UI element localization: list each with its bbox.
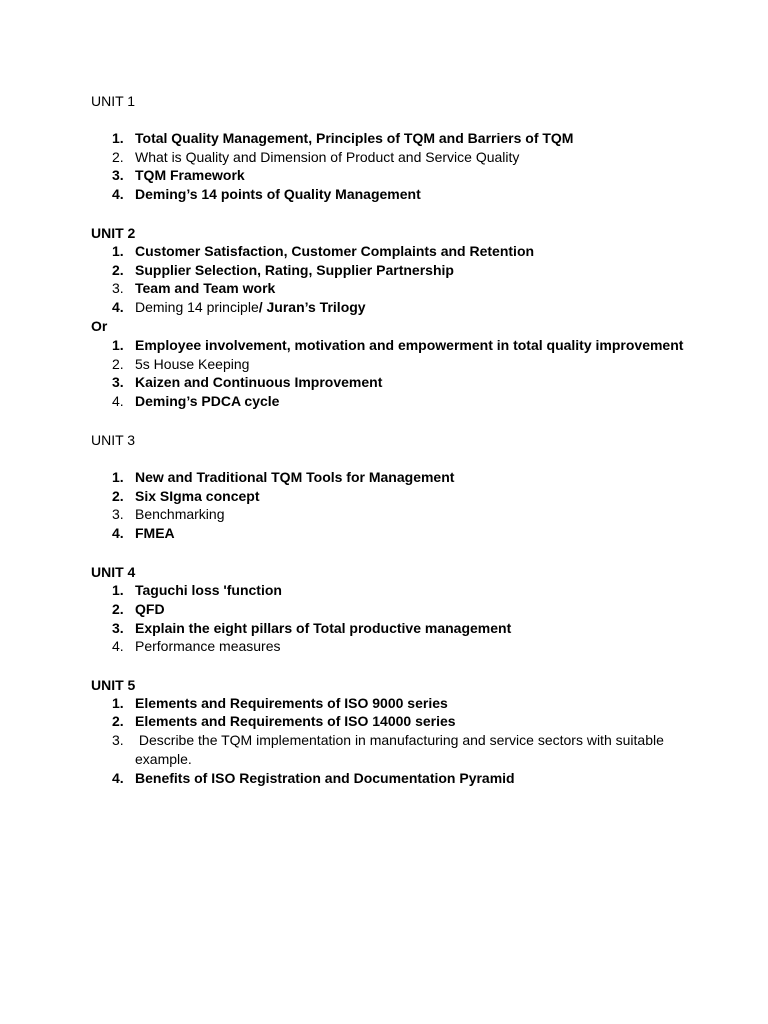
list-number: 4. <box>112 770 124 786</box>
list-item-text: Customer Satisfaction, Customer Complaints and Retention <box>135 243 535 259</box>
list-item-text: Taguchi loss 'function <box>135 582 282 598</box>
list-number: 3. <box>112 732 124 748</box>
list-item-text: Six SIgma concept <box>135 488 260 504</box>
unit-2-item-1 <box>112 242 712 261</box>
list-number: 4. <box>112 186 124 202</box>
list-number: 4. <box>112 638 124 654</box>
list-item-text: Kaizen and Continuous Improvement <box>135 374 383 390</box>
unit-2-item-2 <box>112 261 712 280</box>
list-item-text: TQM Framework <box>135 167 245 183</box>
list-item-text: Benchmarking <box>135 506 225 522</box>
unit-2-alt-item-3 <box>112 373 712 392</box>
unit-5-item-4 <box>112 769 712 788</box>
list-number: 2. <box>112 356 124 372</box>
list-item-text: Total Quality Management, Principles of TQM and Barriers of TQM <box>135 130 574 146</box>
list-item-text: New and Traditional TQM Tools for Management <box>135 469 455 485</box>
list-number: 3. <box>112 620 124 636</box>
unit-2-item-3 <box>112 279 712 298</box>
list-item-text: Elements and Requirements of ISO 9000 series <box>135 695 448 711</box>
list-number: 3. <box>112 167 124 183</box>
list-item-text: Explain the eight pillars of Total productive management <box>135 620 512 636</box>
list-item-text: Deming’s 14 points of Quality Management <box>135 186 421 202</box>
list-number: 1. <box>112 695 124 711</box>
list-number: 1. <box>112 469 124 485</box>
list-number: 4. <box>112 525 124 541</box>
unit-5-item-1 <box>112 694 712 713</box>
list-number: 4. <box>112 299 124 315</box>
unit-4-heading: UNIT 4 <box>91 564 136 580</box>
list-item-text: QFD <box>135 601 165 617</box>
unit-1-heading: UNIT 1 <box>91 93 136 109</box>
unit-1-item-3 <box>112 166 712 185</box>
unit-2-heading: UNIT 2 <box>91 225 136 241</box>
unit-4-item-4 <box>112 637 712 656</box>
unit-5-item-3 <box>112 731 672 768</box>
list-item-text: 5s House Keeping <box>135 356 250 372</box>
unit-3-item-3 <box>112 505 712 524</box>
unit-4-item-2 <box>112 600 712 619</box>
list-number: 4. <box>112 393 124 409</box>
list-number: 2. <box>112 488 124 504</box>
unit-1-item-1 <box>112 129 712 148</box>
list-item-text: Deming’s PDCA cycle <box>135 393 280 409</box>
unit-2-item-4 <box>112 298 712 317</box>
list-item-text-bold: / Juran’s Trilogy <box>258 299 366 315</box>
list-number: 1. <box>112 582 124 598</box>
list-item-text: Team and Team work <box>135 280 276 296</box>
list-item-text <box>135 298 712 317</box>
list-number: 3. <box>112 280 124 296</box>
list-item-text: Employee involvement, motivation and empowerment in total quality improvement <box>135 337 684 353</box>
unit-1-item-4 <box>112 185 712 204</box>
list-item-text-plain: Deming 14 principle <box>135 299 259 315</box>
list-item-text: Describe the TQM implementation in manufacturing and service sectors with suitable example. <box>135 732 668 767</box>
list-number: 2. <box>112 713 124 729</box>
list-number: 1. <box>112 337 124 353</box>
unit-3-item-4 <box>112 524 712 543</box>
list-number: 3. <box>112 374 124 390</box>
list-number: 1. <box>112 130 124 146</box>
unit-5-item-2 <box>112 712 712 731</box>
list-number: 2. <box>112 262 124 278</box>
list-number: 3. <box>112 506 124 522</box>
unit-3-heading: UNIT 3 <box>91 432 136 448</box>
list-item-text: Performance measures <box>135 638 281 654</box>
list-item-text: Elements and Requirements of ISO 14000 series <box>135 713 456 729</box>
list-item-text: FMEA <box>135 525 175 541</box>
list-item-text: What is Quality and Dimension of Product and Service Quality <box>135 149 520 165</box>
list-item-text: Supplier Selection, Rating, Supplier Partnership <box>135 262 454 278</box>
unit-4-item-3 <box>112 619 712 638</box>
unit-1-item-2 <box>112 148 712 167</box>
unit-2-alt-item-4 <box>112 392 712 411</box>
list-number: 2. <box>112 149 124 165</box>
or-label: Or <box>91 318 108 334</box>
list-number: 2. <box>112 601 124 617</box>
unit-5-heading: UNIT 5 <box>91 677 136 693</box>
list-item-text: Benefits of ISO Registration and Documentation Pyramid <box>135 770 515 786</box>
unit-3-item-2 <box>112 487 712 506</box>
unit-2-alt-item-1 <box>112 336 712 355</box>
unit-4-item-1 <box>112 581 712 600</box>
unit-2-alt-item-2 <box>112 355 712 374</box>
unit-3-item-1 <box>112 468 712 487</box>
list-number: 1. <box>112 243 124 259</box>
